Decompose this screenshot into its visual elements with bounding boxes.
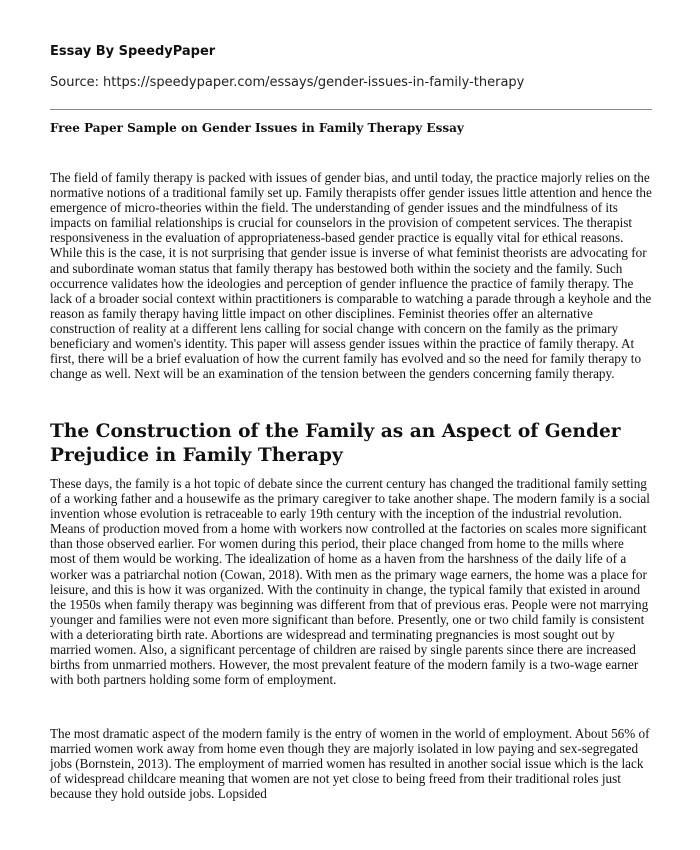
paper-title: Free Paper Sample on Gender Issues in Family Therapy Essay — [50, 121, 464, 135]
paragraph-intro: The field of family therapy is packed with issues of gender bias, and until today, the practice majorly relies on the normative notions of a traditional family set up. Family therapists offer gender issues little attention and hence the emergence of micro-theories within the field. The understanding of gender issues and the mindfulness of its impacts on familial relationships is crucial for counselors in the provision of competent services. The therapist responsiveness in the evaluation of appropriateness-based gender practice is equally vital for ethical reasons. While this is the case, it is not surprising that gender issue is inverse of what feminist theorists are advocating for and subordinate woman status that family therapy has bestowed both within the society and the family. Such occurrence validates how the ideologies and perception of gender influence the practice of family therapy. The lack of a broader social context within practitioners is comparable to watching a parade through a keyhole and the reason as family therapy having little impact on other disciplines. Feminist theories offer an alternative construction of reality at a different lens calling for social change with concern on the family as the primary beneficiary and women's identity. This paper will assess gender issues within the practice of family therapy. At first, there will be a brief evaluation of how the current family has evolved and so the need for family therapy to change as well. Next will be an examination of the tension between the genders concerning family therapy. — [50, 170, 652, 382]
document-header — [50, 44, 652, 91]
paragraph-women-employment: The most dramatic aspect of the modern family is the entry of women in the world of employment. About 56% of married women work away from home even though they are majorly isolated in low paying and sex-segregated jobs (Bornstein, 2013). The employment of married women has resulted in another social issue which is the lack of widespread childcare meaning that women are not yet close to being freed from their traditional roles just because they hold outside jobs. Lopsided — [50, 726, 650, 802]
source-line — [50, 75, 652, 91]
section-heading: The Construction of the Family as an Aspect of Gender Prejudice in Family Therapy — [50, 421, 621, 466]
site-title: Essay By SpeedyPaper — [50, 44, 216, 59]
source-label: Source: — [50, 75, 100, 90]
header-divider — [50, 109, 652, 110]
source-url: https://speedypaper.com/essays/gender-issues-in-family-therapy — [103, 75, 525, 90]
paragraph-family-history: These days, the family is a hot topic of debate since the current century has changed the traditional family setting of a working father and a housewife as the primary caregiver to take another shape. The modern family is a social invention whose evolution is retraceable to early 19th century with the inception of the industrial revolution. Means of production moved from a home with workers now controlled at the factories on scales more significant than those observed earlier. For women during this period, their place changed from home to the mills where most of them would be working. The idealization of home as a haven from the harshness of the daily life of a worker was a patriarchal notion (Cowan, 2018). With men as the primary wage earners, the home was a place for leisure, and this is how it was organized. With the continuity in change, the typical family that existed in around the 1950s when family therapy was beginning was different from that of previous eras. People were not marrying younger and families were not even more significant than before. Presently, one or two child family is consistent with a deteriorating birth rate. Abortions are widespread and terminating pregnancies is most sought out by married women. Also, a significant percentage of children are raised by single parents since there are increased births from unmarried mothers. However, the most prevalent feature of the modern family is a two-wage earner with both partners holding some form of employment. — [50, 476, 650, 688]
